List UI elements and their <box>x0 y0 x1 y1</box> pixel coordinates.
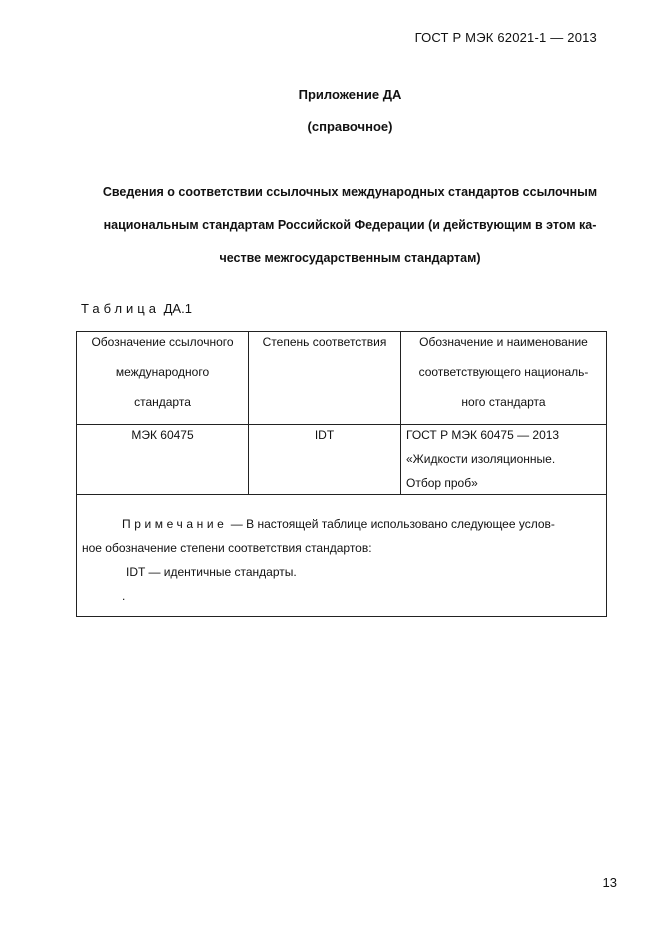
table-caption-word: Таблица <box>81 301 160 316</box>
standard-code: ГОСТ Р МЭК 62021-1 — 2013 <box>414 30 597 45</box>
note-line: . <box>122 589 126 603</box>
header-text: стандарта <box>134 395 191 409</box>
header-text: Обозначение ссылочного <box>91 335 234 349</box>
appendix-title: Приложение ДА <box>298 87 402 102</box>
section-heading-line: честве межгосударственным стандартам) <box>219 251 481 265</box>
section-heading-line: национальным стандартам Российской Федерации (и действующим в этом ка- <box>103 218 597 232</box>
table-note <box>82 512 604 608</box>
note-line: ное обозначение степени соответствия стандартов: <box>82 541 372 555</box>
cell-text: «Жидкости изоляционные. <box>406 452 556 466</box>
table-cell-degree <box>249 423 400 447</box>
cell-text: ГОСТ Р МЭК 60475 — 2013 <box>406 428 560 442</box>
note-label: Примечание <box>122 517 228 531</box>
header-text: Обозначение и наименование <box>419 335 588 349</box>
header-text: Степень соответствия <box>262 335 387 349</box>
header-text: соответствующего националь- <box>418 365 589 379</box>
table-caption <box>81 301 192 316</box>
appendix-subtitle: (справочное) <box>307 119 393 134</box>
correspondence-table <box>76 331 607 617</box>
page-number: 13 <box>602 875 617 890</box>
header-cell-reference <box>77 327 248 417</box>
note-line <box>82 512 604 536</box>
header-text: международного <box>115 365 210 379</box>
table-cell-national <box>406 423 606 495</box>
table-cell-reference <box>77 423 248 447</box>
note-line: IDT — идентичные стандарты. <box>126 565 297 579</box>
cell-text: МЭК 60475 <box>131 428 194 442</box>
header-text: ного стандарта <box>461 395 546 409</box>
header-cell-degree <box>249 327 400 357</box>
header-cell-national <box>401 327 606 417</box>
table-caption-number: ДА.1 <box>163 301 192 316</box>
note-text: — В настоящей таблице использовано следующее услов- <box>227 517 555 531</box>
cell-text: Отбор проб» <box>406 476 478 490</box>
cell-text: IDT <box>314 428 335 442</box>
section-heading-line: Сведения о соответствии ссылочных международных стандартов ссылочным <box>102 185 598 199</box>
section-heading <box>80 176 620 275</box>
